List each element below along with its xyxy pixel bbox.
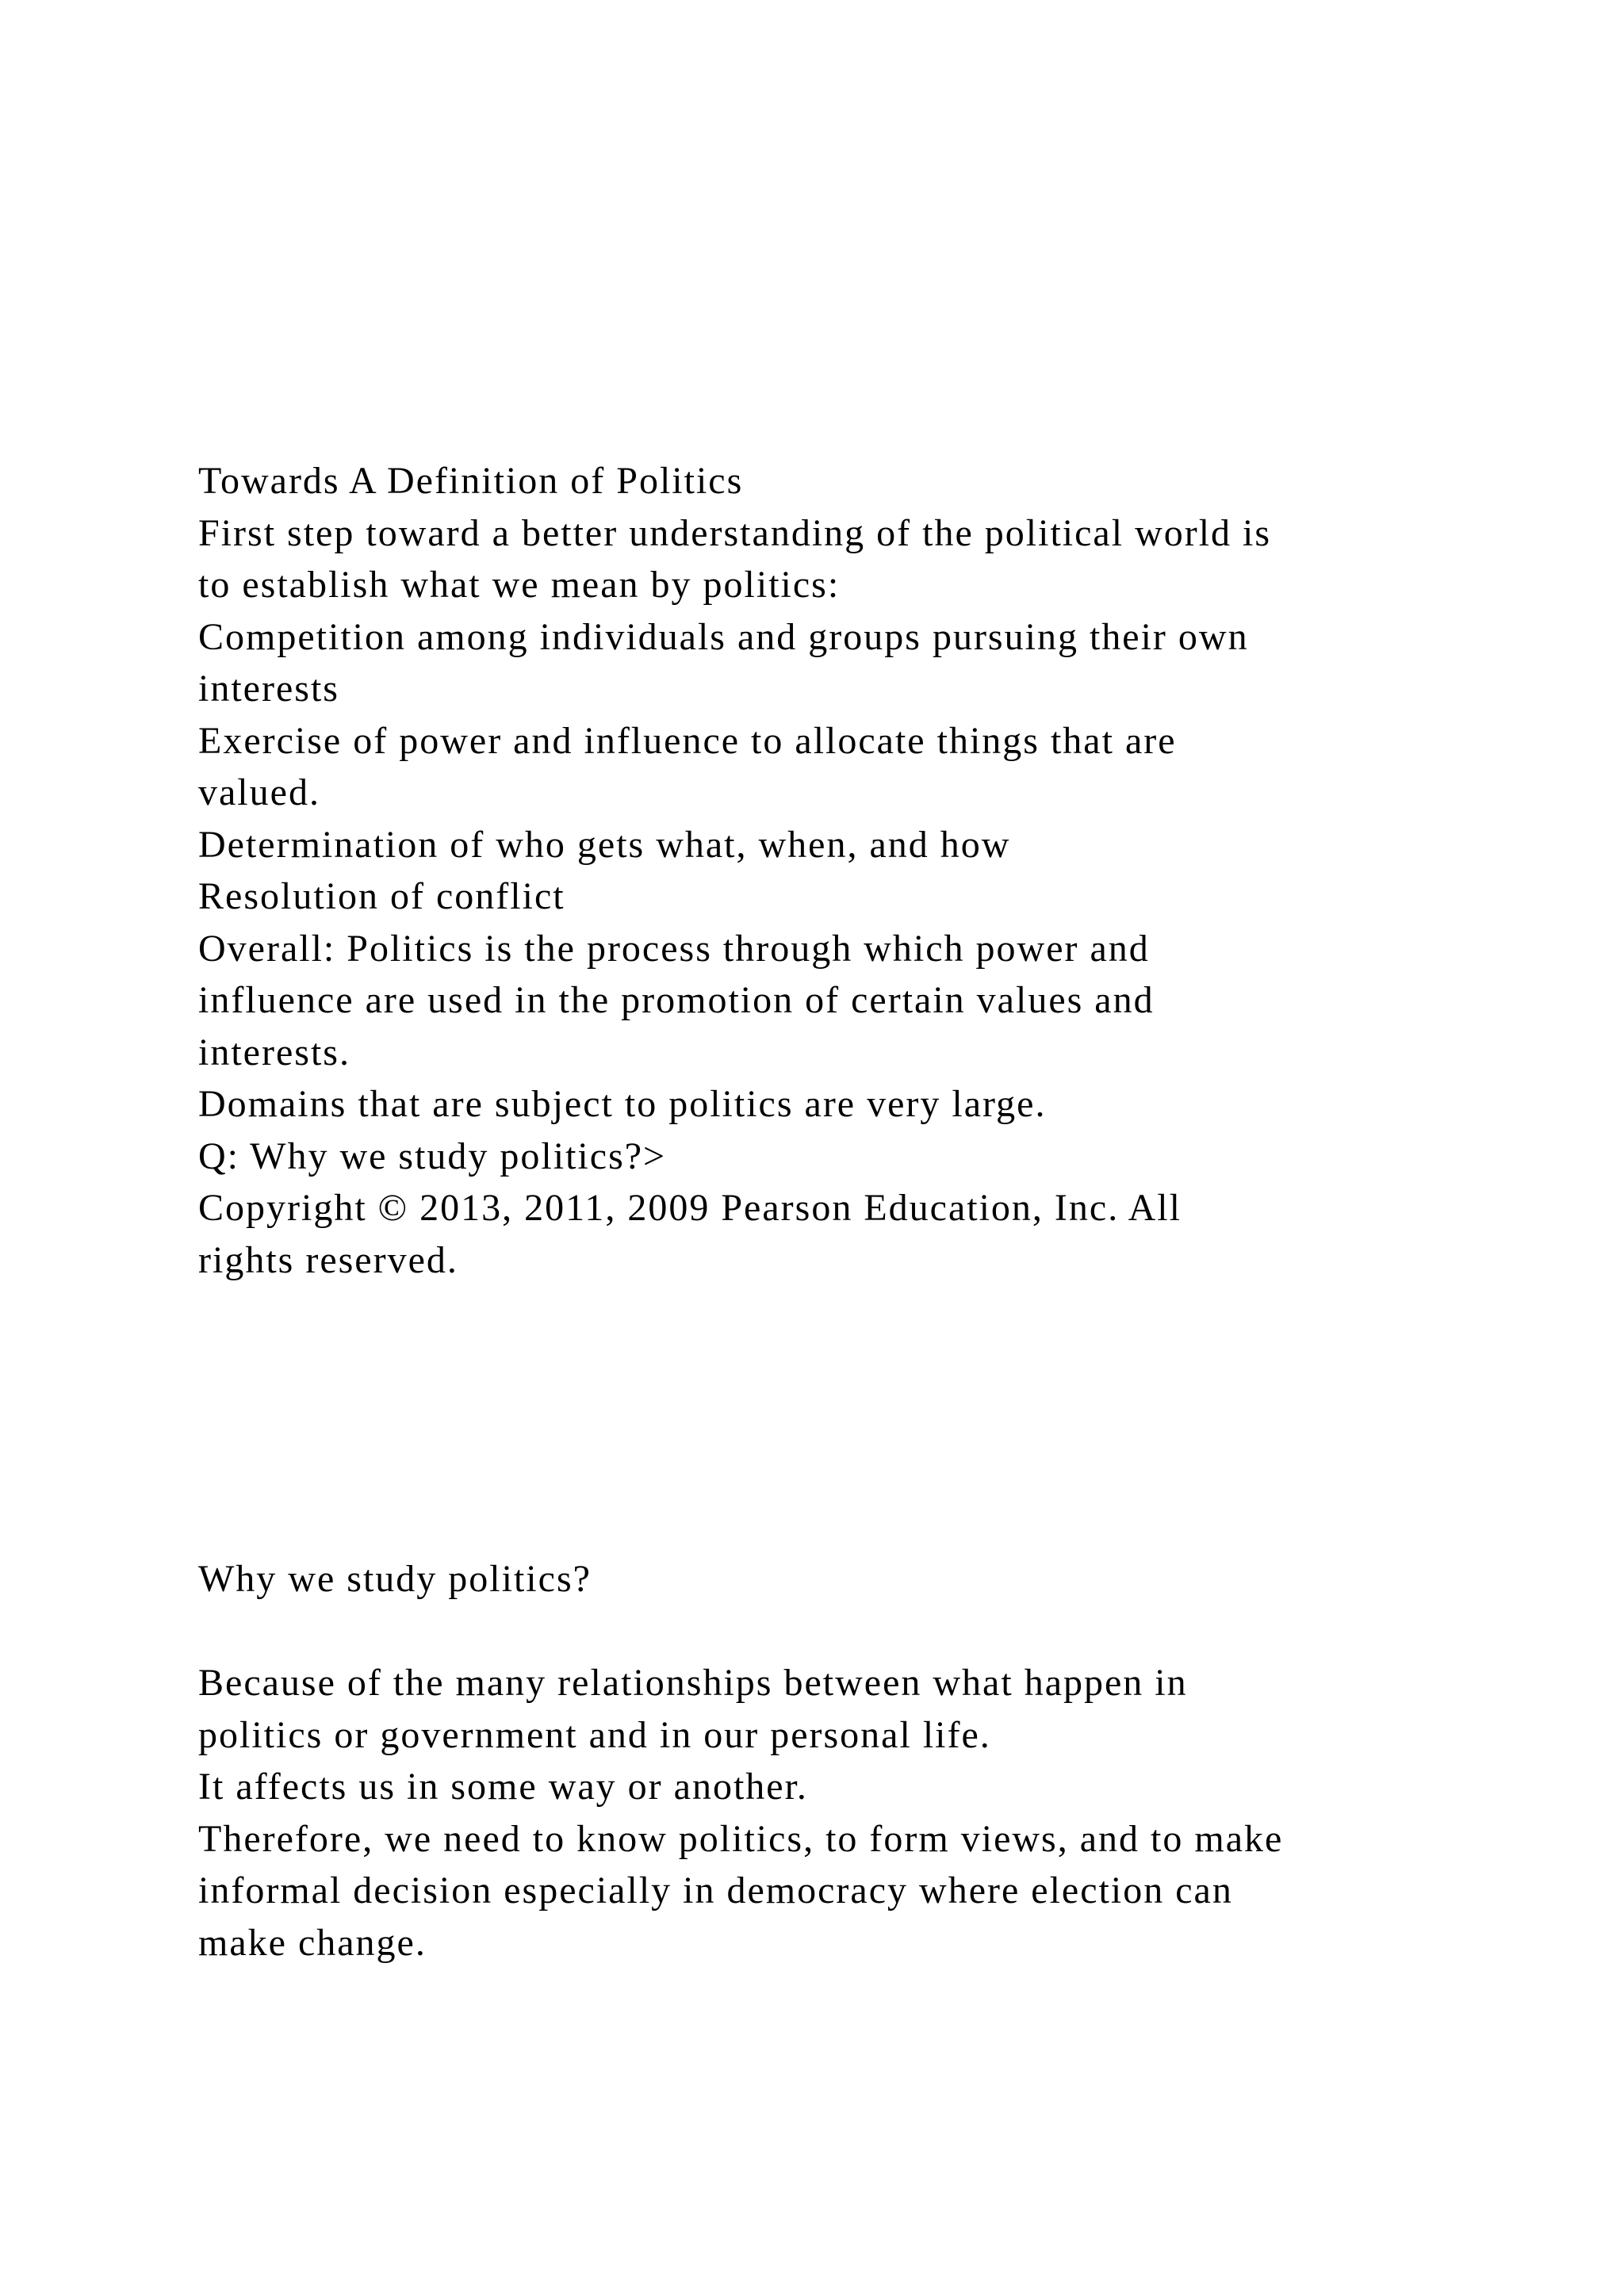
relationship-paragraph: Because of the many relationships between what happen in [198,1662,1188,1704]
why-study-section [198,1553,1507,1969]
definition-section [198,455,1507,1286]
conclusion-paragraph: make change. [198,1921,427,1964]
copyright-notice: rights reserved. [198,1238,458,1281]
definition-point-conflict: Resolution of conflict [198,875,565,917]
copyright-notice: Copyright © 2013, 2011, 2009 Pearson Education, Inc. All [198,1187,1182,1229]
section-title: Towards A Definition of Politics [198,460,744,502]
definition-point-power: valued. [198,771,320,813]
domains-note: Domains that are subject to politics are very large. [198,1083,1047,1125]
definition-point-power: Exercise of power and influence to allocate things that are [198,719,1177,762]
affects-line: It affects us in some way or another. [198,1766,808,1808]
definition-point-competition: Competition among individuals and groups pursuing their own [198,615,1249,658]
conclusion-paragraph: Therefore, we need to know politics, to form views, and to make [198,1817,1284,1860]
section-heading: Why we study politics? [198,1558,592,1600]
intro-line: to establish what we mean by politics: [198,564,841,606]
overall-definition: Overall: Politics is the process through which power and [198,927,1150,970]
relationship-paragraph: politics or government and in our personal life. [198,1713,991,1756]
overall-definition: interests. [198,1031,350,1073]
conclusion-paragraph: informal decision especially in democracy where election can [198,1869,1233,1911]
intro-line: First step toward a better understanding of the political world is [198,511,1272,554]
question-line: Q: Why we study politics?> [198,1135,667,1177]
definition-point-competition: interests [198,668,339,710]
overall-definition: influence are used in the promotion of certain values and [198,979,1155,1021]
paragraph-spacer [198,1605,1507,1658]
definition-point-who-gets-what: Determination of who gets what, when, and how [198,823,1011,866]
